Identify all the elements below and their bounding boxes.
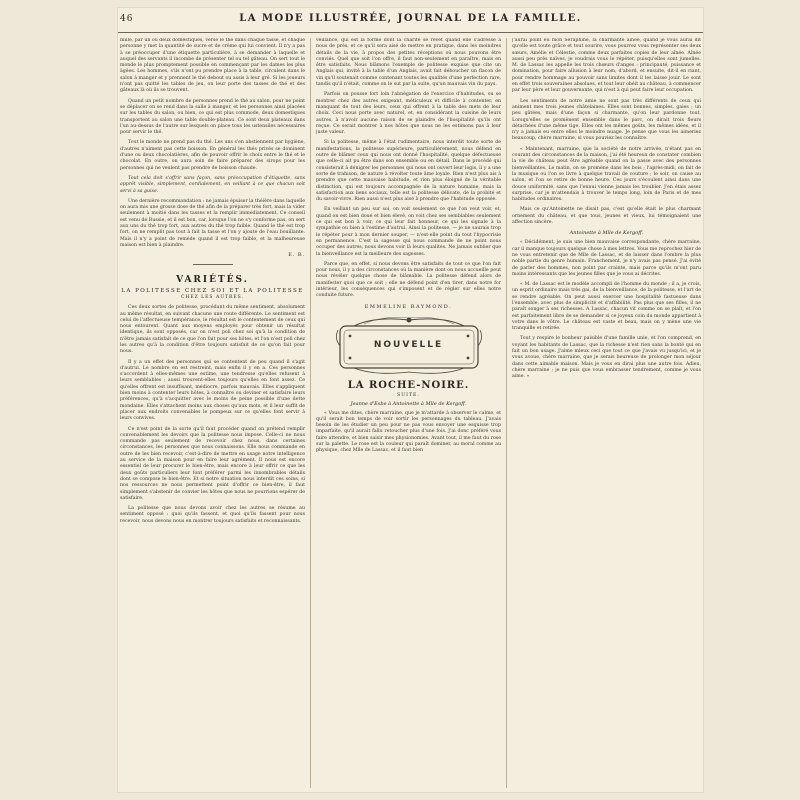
paragraph: Les sentiments de notre amie ne sont pas très différents de ceux qui animent mes trois jeunes châtelaines. Elles sont bonnes, simples, gaies ; un peu gâtées, mais d'une façon si charmante, qu'on leur pardonne tout. Lorsqu'elles se promènent ensemble dans le parc, on dirait trois fleurs détachées d'une même tige. Elles ont les mêmes goûts, les mêmes idées, et il n'y a jamais eu entre elles le moindre nuage. Je pense que vous les aimeriez beaucoup, chère marraine, si vous pouviez les connaître. [512,98,701,142]
column-rule [310,38,311,788]
article-signature: E. R. [288,253,305,259]
running-title: LA MODE ILLUSTRÉE, JOURNAL DE LA FAMILLE. [239,13,582,24]
page-number: 46 [120,14,134,24]
section-subsubtitle: CHEZ LES AUTRES. [180,295,245,301]
paragraph: Il y a un effet des personnes qui se contentent de peu quand il s'agit d'autrui. Le nombre en est restreint, mais enfin il y en a. Ces personnes s'accordent à elles-mêmes une estime, une tendresse qu'elles refusent à leurs semblables ; aussi trouvent-elles toujours qu'elles en font assez. Ce qu'elles offrent est insuffisant, médiocre, parfois mauvais. Elles s'appliquent bien moins à contenter leurs hôtes, à connaître ou deviner et satisfaire leurs préférences, qu'à s'acquitter avec le moins de peine possible d'une dette mondaine. Elles s'attachent moins aux choses qu'aux mots, et il leur suffit de placer aux endroits convenables le pompeux sur ce qu'elles font servir à leurs convives. [120,359,305,422]
paragraph: j'aurai point eu mon Séraphine, la charmante aînée, quand je vous aurai dit qu'elle est toute grâce et tout sourire, vous pourrez vous représenter ses deux sœurs, Amélie et Célestie, comme deux parfaites copies de leur aînée. Aînée aussi peu près naïves, je voudrais vous le répéter, puisqu'elles sont jumelles. M. de Lassac les appelle les trois chœurs d'anges : principauté, puissance et domination, pour faire allusion à leur nom, d'abord, et ensuite, dit-il en riant, pour rendre hommage au pouvoir sans limites dont il les laisse jouir. Le sont en effet trois souveraines absolues, et tout leur obéit au château, à commencer par leur père et leur gouvernante, qui n'est à qui peut faire leur occupation. [512,38,701,94]
column-3 [512,38,701,788]
nouvelle-label: NOUVELLE [373,339,444,350]
nouvelle-ornament [334,316,484,376]
column-rule [506,38,507,788]
story-part: SUITE. [397,392,420,398]
paragraph: Ce n'est point de la sorte qu'il faut procéder quand on prétend remplir convenablement les devoirs que la politesse nous impose. Celle-ci ne nous commande pas seulement de recevoir chez nous, dans certaines circonstances, les personnes que nous connaissons. Elle nous commande en outre de les bien recevoir, c'est-à-dire de mettre en usage notre intelligence au service de la maison pour en faire leur agrément. Il nous est encore essentiel de leur procurer le bien-être, mais encore à leur offrir ce que les deux goûts particuliers leur font préférer parmi les innombrables détails dont se compose le bien-être. Et si notre situation nous interdit ces soins, si nos ressources ne nous permettent point d'offrir ce bien-être, il faut simplement s'abstenir de convier les hôtes que nous ne pourrions espérer de satisfaire. [120,426,305,501]
paragraph: Tout y respire le bonheur paisible d'une famille unie, et l'on comprend, en voyant les habitants de Lassac, que la richesse n'est rien sans la bonté qui en fait un bon usage. J'aime mieux ceci que tout ce que j'avais vu jusqu'ici, et je vous avoue, chère marraine, que je serais heureuse de prolonger mon séjour dans cette aimable maison. Mais je vous en dirai plus une autre fois. Adieu, chère marraine ; je ne puis que vous embrasser tendrement, comme je vous aime. » [512,336,701,380]
paragraph: En veillant un peu sur soi, on voit seulement ce que l'on veut voir, et, quand on est bien doué et bien élevé, on voit chez ses semblables seulement ce qui est bon à voir, ce qui leur fait honneur, ce qui les signale à la sympathie ou bien à l'estime d'autrui. Ainsi la politesse, — je ne saurais trop le répéter pour à mon dernier souper, — n'est-elle point du tout l'hypocrisie en permanence. C'est la sagesse qui nous commande de ne point nous occuper des autres, nous devons voir là leurs qualités. Ne jamais oublier que la bienveillance est la meilleure des sagesses. [316,207,501,257]
paragraph: Si la politesse, même à l'état rudimentaire, nous interdit toute sorte de manifestations, la politesse supérieure, particulièrement, nous défend en outre de blâmer ceux qui nous ont donné l'hospitalité, quelque défectueuse que celle-ci ait pu être dans son ensemble ou en détail. Dans le procédé qui consisterait à dénigrer les personnes qui nous ont ouvert leur logis, il y a une sorte de trahison, de nature à révolter toute âme loyale. Rien n'est plus ais à prendre que cette mauvaise habitude, et rien plus éloigné de la véritable distinction, qui est toujours accompagnée de la nature humaine, mais la satisfaction aux liens sociaux, telle est la politesse délicate, de la probité et du savoir-vivre. Rien aussi n'est plus aisé à prendre que l'habitude opposée. [316,140,501,203]
letter-heading: Antoinette à Mlle de Kergoff. [569,230,644,237]
paragraph: veillance, qui est la forme dont la charité se revêt quand elle s'adresse à nous de près, et ce qu'il sera aisé de mettre en pratique, dans les moindres détails de la vie, à propos des petites réceptions où nous pouvons être conviés. Quel que soit l'on offre, il faut non-seulement en paraître, mais en être satisfaits. Nous blâmons l'exemple de politesse exquise que cite un Anglais qui, invité à la table d'un Anglais, avait fait déboucher un flacon de vin qu'il soutenait comme contenant toutes les qualités d'une perfection rare, tandis qu'il n'était, comme on le sut par la suite, qu'un mauvais vin du pays. [316,38,501,88]
paragraph: Parfois on pousse fort loin l'abnégation de l'exercice d'habitudes, ou se montrer chez des autres exigeant, méticuleux et difficile à contenter, en manquant de tout des leurs, ceux qui offrent à la table des mets de leur choix. Ceci nous porte avec naturel, et, en considérant la cuisine de leurs autres, à n'avoir aucune raison de se plaindre de l'hospitalité qu'ils ont reçue. Ce serait montrer à nos hôtes que nous ne les estimons pas à leur juste valeur. [316,92,501,136]
article-signature: EMMELINE RAYMOND. [364,303,453,310]
story-title: LA ROCHE-NOIRE. [347,379,470,391]
paragraph: « M. de Lassac est le modèle accompli de l'homme du monde ; il a, je crois, un esprit ordinaire mais très gai, de la bienveillance, de la politesse, et l'art de se rendre agréable. On peut aussi exercer une hospitalité fastueuse dans l'ensemble, avec plus de simplicité et d'affabilité. Pas plus que ses filles, il ne paraît songer à ses richesses. A Lassac, chacun vit comme on se plaît, et l'on est parfaitement libre de se demander si ce joyeux coin du monde appartient à votre dans le vôtre. Le château est vaste et beau, mais on y mène une vie tranquille et retirée. [512,282,701,332]
newspaper-page [118,8,703,792]
paragraph: « Décidément, je suis une bien mauvaise correspondante, chère marraine, car il manque toujours quelque chose à mes lettres. Vous me reprochez hier de ne vous entretenir que de Mlle de Lassac, et de laisser dans l'ombre la plus noble partie du genre humain. Franchement, je n'y avais pas pensé. J'ai évité de parler des hommes, non point par crainte, mais parce qu'ils m'ont paru moins intéressants que les jeunes filles que je vous ai décrites. [512,240,701,277]
paragraph: « Maintenant, marraine, que la société de notre arrivée, n'étant pas en courant des circonstances de la maison, j'ai été heureux de constater combien la vie de château peut être agréable quand on la passe avec des personnes bienveillantes. Le matin, on se promène dans les bois ; l'après-midi, on fait de la musique ou l'on se livre à quelque travail de couture ; le soir, on cause au salon, et l'on se retire de bonne heure. Ces jours s'écoulent ainsi dans une douce uniformité, sans que l'ennui vienne jamais les troubler. J'en étais assez surprise, car je m'attendais à trouver le temps long, loin de Paris et de mes habitudes ordinaires. [512,146,701,203]
letter-heading: Jeanne d'Esbe à Antoinette à Mlle de Kergoff. [350,400,467,407]
section-subtitle: LA POLITESSE CHEZ SOI ET LA POLITESSE [121,288,304,295]
paragraph: Mais ce qu'Antoinette ne disait pas, c'est qu'elle était le plus charmant ornement du château, et que tous, jeunes et vieux, lui témoignaient une affection sincère. [512,207,701,226]
column-1 [120,38,305,788]
paragraph: « Vous me dites, chère marraine, que je m'attarde à observer le calme, et qu'il serait bon temps de voir sortir les personnages du tableau. J'avais besoin de les étudier un peu pour ne pas vous envoyer une esquisse trop imparfaite, qu'il aurait fallu retoucher plus d'une fois. J'ai donc préféré vous faire attendre, et bien saisir mes physionomies. Avant tout, il me faut du rose sur la palette. Le rose est la couleur qui paraît dominer, au moral comme au physique, chez Mlle de Lassac, et il faut bien [316,410,501,454]
paragraph: La politesse que nous devons avoir chez les autres se résume au sentiment opposé : quoi qu'ils fassent, et quoi qu'ils fassent pour nous recevoir, nous devons nous en montrer toujours satisfaits et reconnaissants. [120,506,305,524]
column-2 [316,38,501,788]
paragraph: Ces deux sortes de politesse, procédant du même sentiment, absolument au même résultat, en suivant chacune une route différente. Le sentiment est celui de l'affectueuse tempérance, le résultat est le contentement de ceux qui nous entourent. Quant aux moyens employés pour obtenir un résultat identique, ils sont opposés, car on n'est poli chez soi qu'à la condition de n'être jamais satisfait de ce que l'on fait pour ses hôtes, et l'on n'est poli chez les autres qu'à la condition d'être toujours satisfait de ce qu'on fait pour nous. [120,305,305,355]
paragraph: Quand un petit nombre de personnes prend le thé au salon, pour ne point se déplacer on se rend dans la salle à manger, et les personnes ainsi placées sur les tables du salon, ou bien, ce qui est plus commode, deux domestiques transportent au salon une table double-plateau. Ce sont deux plateaux dans l'un au-dessus de l'autre sur lesquels on place tous les ustensiles nécessaires pour servir le thé. [120,98,305,136]
paragraph: Tout le monde ne prend pas du thé. Les uns s'en abstiennent par hygiène, d'autres n'aiment pas cette boisson. En général les thés privés se dominent d'une ou deux chocolatières, afin de pouvoir offrir le choix entre le thé et le chocolat. En outre, on aura soin de faire préparer des sirops pour les personnes qui ne veulent pas prendre de boisson chaude. [120,140,305,171]
page-header [118,8,703,33]
divider [193,264,233,265]
paragraph: mille, par un ou deux domestiques, verse le thé dans chaque tasse, et chaque personne y met la quantité de sucre et de crème qui lui convient. Il n'y a pas à se préoccuper d'une étiquette particulière, à se demander à laquelle et auquel des servants il incombe de présenter tel ou tel gâteau. On sert tout le monde le plus promptement possible en commençant par les dames les plus âgées. Les hommes, s'ils n'ont pu prendre place à la table, circulent dans le salon à manger et y prennent le thé debout ou assis à leur gré. Si les joueurs n'ont pas quitté les tables de jeu, on leur porte des tasses de thé et des gâteaux là où ils se trouvent. [120,38,305,94]
paragraph: Une dernière recommandation : ne jamais épuiser la théière dans laquelle on aura mis une grosse dose de thé afin de la préparer très fort, mais la vider seulement à moitié dans les tasses et la remplir immédiatement. Ce conseil est venu de Russie, et il est bon, car, lorsque l'on ne s'y conforme pas, on sert aux uns du thé trop fort, aux autres du thé trop faible. Quand le thé est trop fort, on ne remplit pas tout à fait la tasse et l'on y ajoute de l'eau bouillante. Mais il n'y a point de remède quand il est trop faible, et la malheureuse maison est bien à plaindre. [120,198,305,248]
paragraph: Parce que, en effet, si nous devons être satisfaits de tout ce que l'on fait pour nous, il y a des circonstances où la manière dont on nous accueille peut nous révéler quelque chose de blâmable. La politesse défend alors de manifester quoi que ce soit ; elle ne défend point d'en tirer, dans notre for intérieur, les conséquences qui s'imposent et de régler sur elles notre conduite future. [316,261,501,299]
section-title: VARIÉTÉS. [176,275,249,286]
paragraph: Tout cela doit s'offrir sans façon, sans préoccupation d'étiquette, sans apprêt visible, simplement, cordialement, en veillant à ce que chacun soit servi à sa guise. [120,175,305,194]
